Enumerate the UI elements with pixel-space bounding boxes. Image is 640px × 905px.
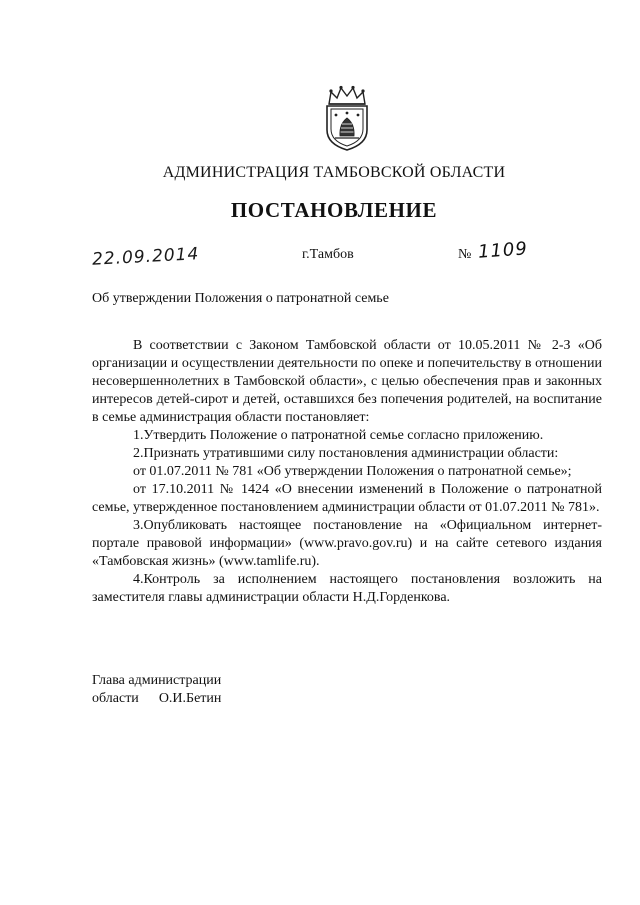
signatory-title-line1: Глава администрации	[92, 673, 222, 688]
coat-of-arms-emblem	[319, 84, 375, 152]
item-2-subitem-a: от 01.07.2011 № 781 «Об утверждении Положения о патронатной семье»;	[133, 464, 572, 479]
item-3: 3.Опубликовать настоящее постановление на «Официальном интернет-портале правовой информации» (www.pravo.gov.ru) и на сайте сетевого издания «Тамбовская жизнь» (www.tamlife.ru).	[92, 518, 602, 569]
item-2: 2.Признать утратившими силу постановления администрации области:	[133, 446, 559, 461]
signature-block	[92, 672, 221, 708]
signatory-name: О.И.Бетин	[158, 691, 222, 706]
issuing-authority: АДМИНИСТРАЦИЯ ТАМБОВСКОЙ ОБЛАСТИ	[162, 164, 506, 181]
signatory-title-line2: области	[92, 691, 139, 706]
signatory-row	[92, 690, 221, 708]
handwritten-number: 1109	[477, 238, 529, 263]
item-1: 1.Утвердить Положение о патронатной семье согласно приложению.	[133, 428, 544, 443]
handwritten-date: 22.09.2014	[91, 244, 200, 270]
preamble-paragraph: В соответствии с Законом Тамбовской области от 10.05.2011 № 2-З «Об организации и осуществлении деятельности по опеке и попечительству в отношении несовершеннолетних в Тамбовской области», с целью обеспечения прав и законных интересов детей-сирот и детей, оставшихся без попечения родителей, на воспитание в семье администрация области постановляет:	[92, 338, 602, 425]
city: г.Тамбов	[302, 247, 354, 262]
item-2-subitem-b: от 17.10.2011 № 1424 «О внесении изменений в Положение о патронатной семье, утвержденное постановлением администрации области от 01.07.2011 № 781».	[92, 482, 602, 515]
document-body	[92, 337, 602, 607]
document-type-title: ПОСТАНОВЛЕНИЕ	[230, 198, 438, 222]
number-label: №	[458, 247, 472, 262]
document-subject: Об утверждении Положения о патронатной семье	[92, 291, 389, 306]
item-4: 4.Контроль за исполнением настоящего постановления возложить на заместителя главы администрации области Н.Д.Горденкова.	[92, 572, 602, 605]
